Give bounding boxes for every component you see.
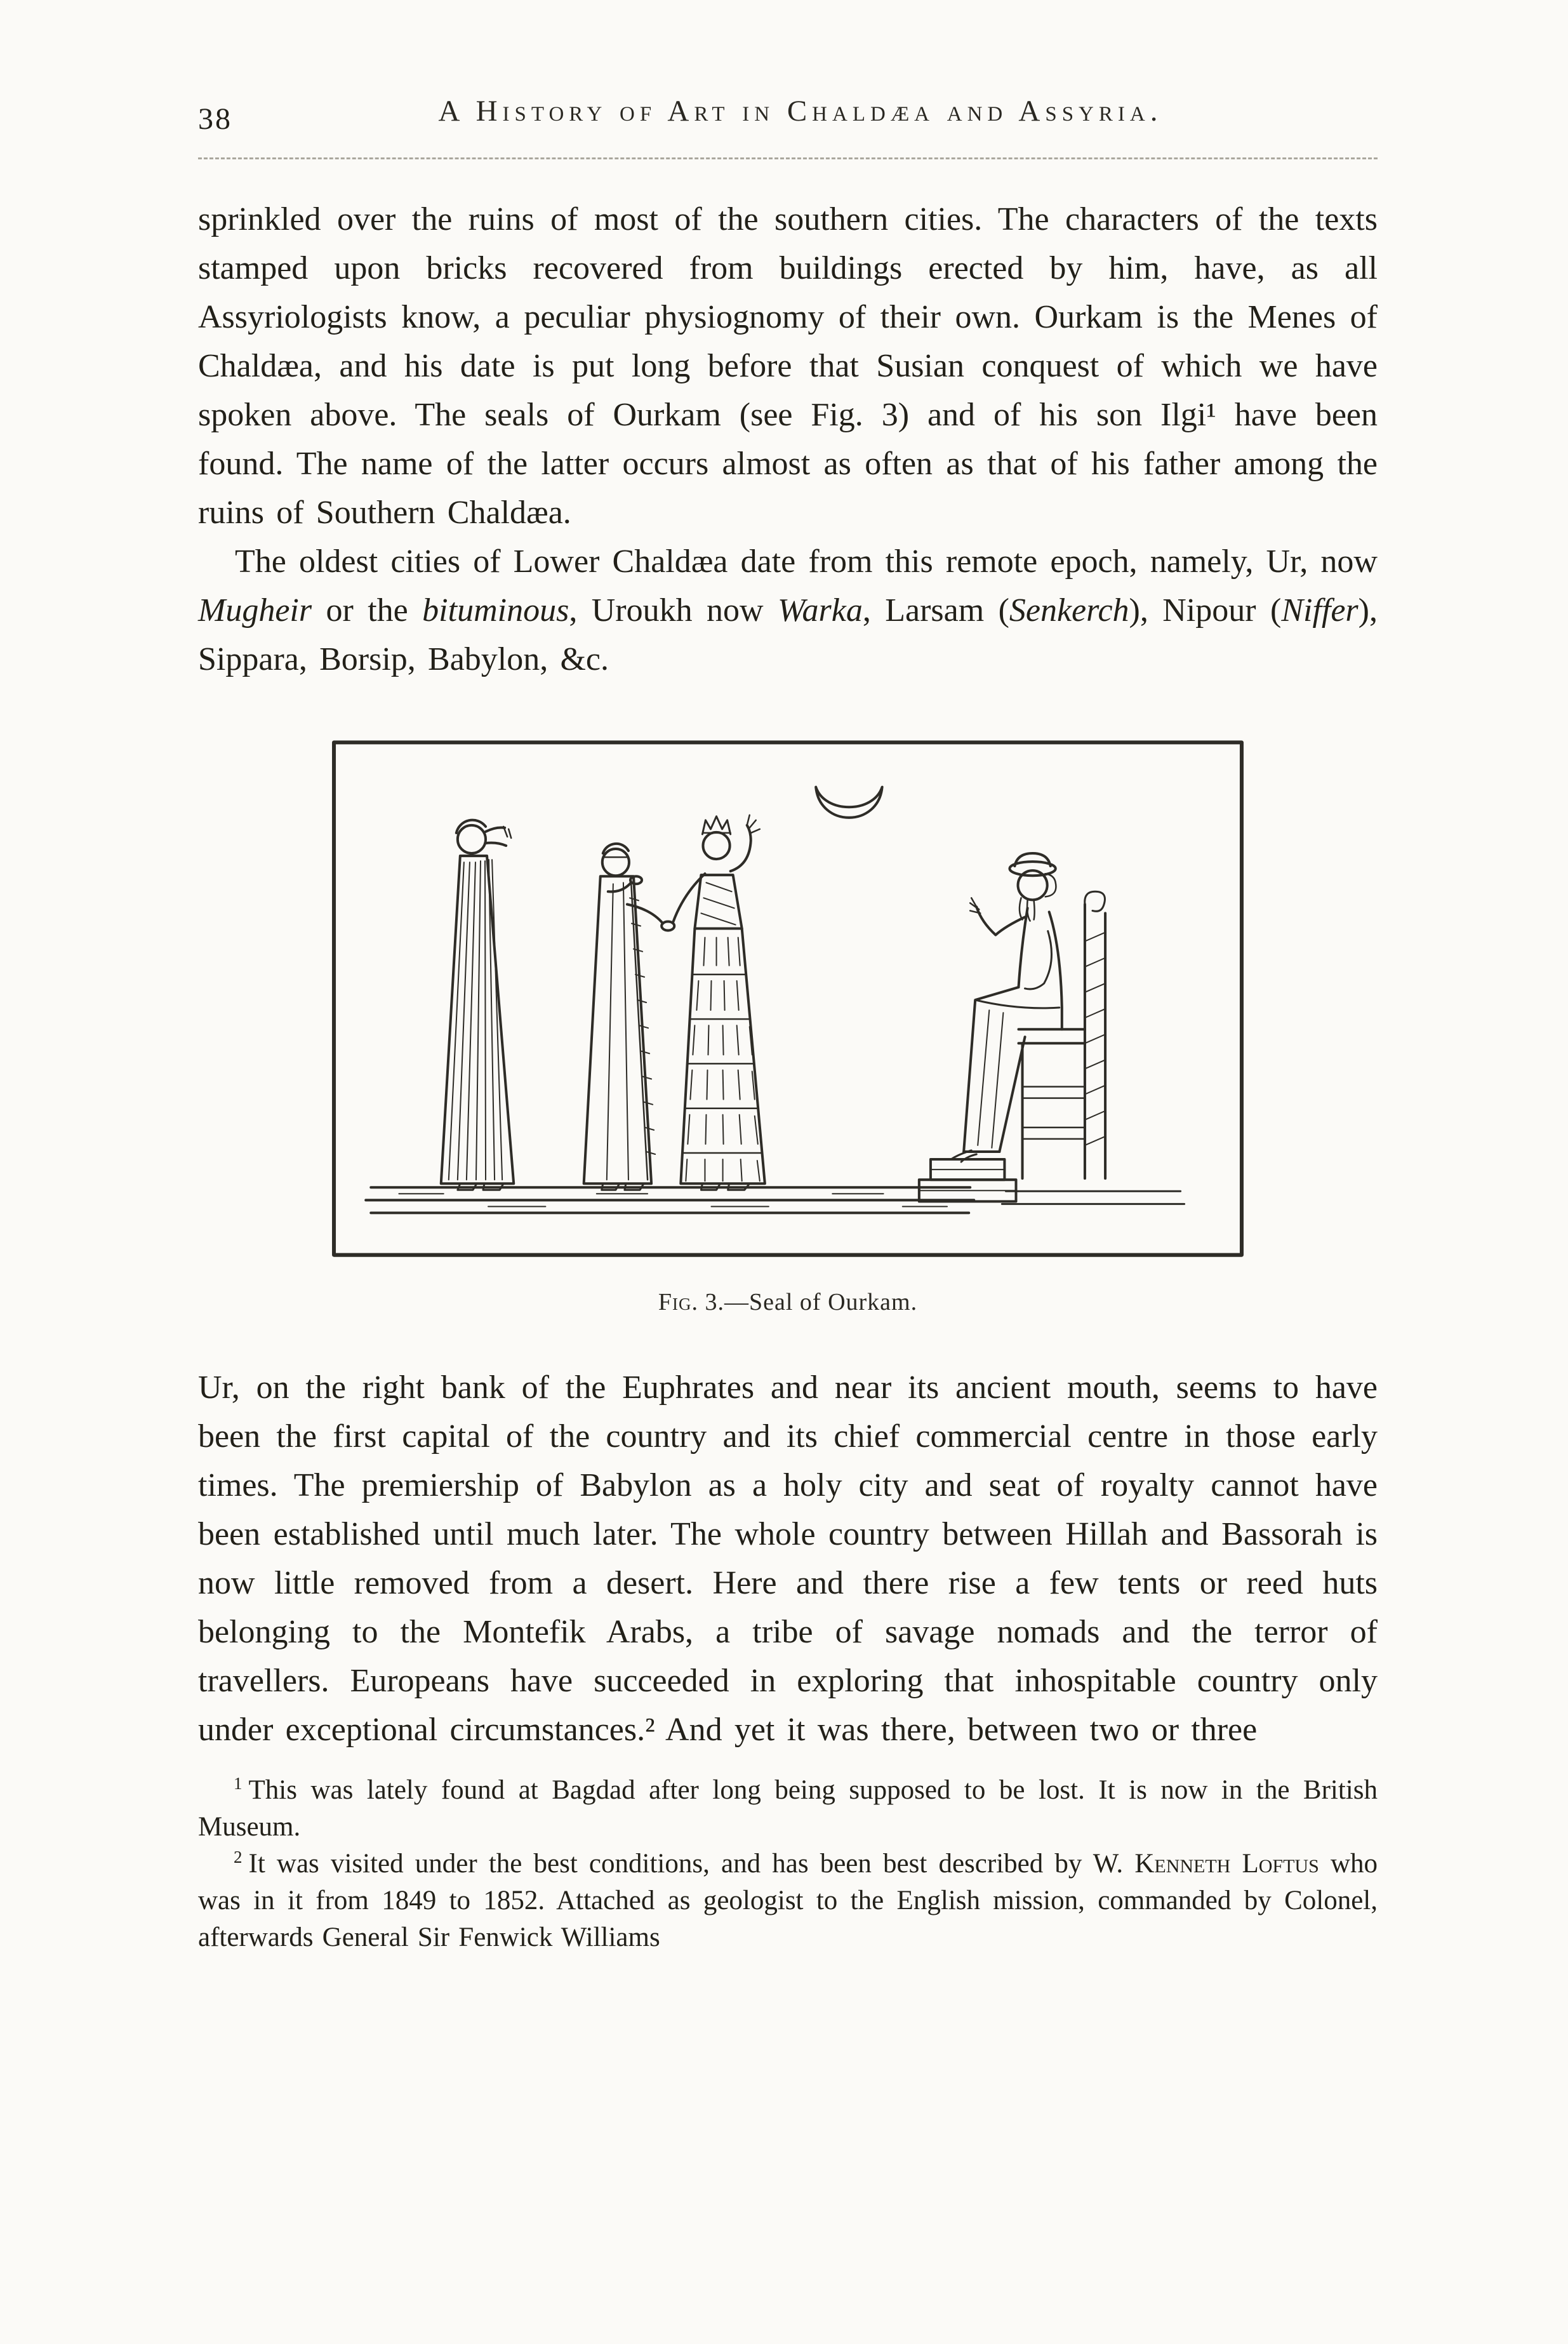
footnote-1-text: This was lately found at Bagdad after long being supposed to be lost. It is now in the British Museum. — [198, 1775, 1378, 1842]
paragraph-1: sprinkled over the ruins of most of the southern cities. The characters of the texts stamped upon bricks recovered from buildings erected by him, have, as all Assyriologists know, a peculiar physiognomy of their own. Ourkam is the Menes of Chaldæa, and his date is put long before that Susian conquest of which we have spoken above. The seals of Ourkam (see Fig. 3) and of his son Ilgi¹ have been found. The name of the latter occurs almost as often as that of his father among the ruins of Southern Chaldæa. — [198, 201, 1378, 531]
page-header — [198, 94, 1378, 140]
throne-steps — [919, 1159, 1016, 1201]
suppliant-figure — [584, 844, 663, 1190]
paragraph-2: The oldest cities of Lower Chaldæa date from this remote epoch, namely, Ur, now Mugheir or the bituminous, Uroukh now Warka, Larsam (Senkerch), Nipour (Niffer), Sippara, Borsip, Babylon, &c. — [198, 543, 1378, 677]
page-number: 38 — [198, 102, 232, 136]
goddess-figure — [661, 815, 765, 1190]
footnote-1-marker: 1 — [234, 1773, 243, 1793]
seated-king-figure — [951, 853, 1062, 1162]
footnote-2-text: It was visited under the best conditions, and has been best described by W. Kenneth Loftus who was in it from 1849 to 1852. Attached as geologist to the English mission, commanded by Colonel, afterwards General Sir Fenwick Williams — [198, 1849, 1378, 1952]
footnotes — [198, 1772, 1378, 1956]
page-body — [198, 195, 1378, 1956]
footnote-2-marker: 2 — [234, 1847, 243, 1867]
throne-chair — [1002, 891, 1184, 1204]
figure-3 — [329, 737, 1247, 1316]
footnote-2 — [198, 1846, 1378, 1956]
footnote-1 — [198, 1772, 1378, 1846]
figure-caption: Fig. 3.—Seal of Ourkam. — [658, 1289, 918, 1315]
header-rule — [198, 157, 1378, 159]
worshipper-figure-left — [441, 820, 514, 1190]
crescent-moon-icon — [816, 787, 882, 818]
ground-platform — [366, 1187, 974, 1213]
paragraph-3: Ur, on the right bank of the Euphrates and near its ancient mouth, seems to have been the first capital of the country and its chief commercial centre in those early times. The premiership of Babylon as a holy city and seat of royalty cannot have been established until much later. The whole country between Hillah and Bassorah is now little removed from a desert. Here and there rise a few tents or reed huts belonging to the Montefik Arabs, a tribe of savage nomads and the terror of travellers. Europeans have succeeded in exploring that inhospitable country only under exceptional circumstances.² And yet it was there, between two or three — [198, 1369, 1378, 1748]
seal-of-ourkam-engraving — [329, 737, 1247, 1260]
running-title: A History of Art in Chaldæa and Assyria. — [438, 95, 1163, 128]
